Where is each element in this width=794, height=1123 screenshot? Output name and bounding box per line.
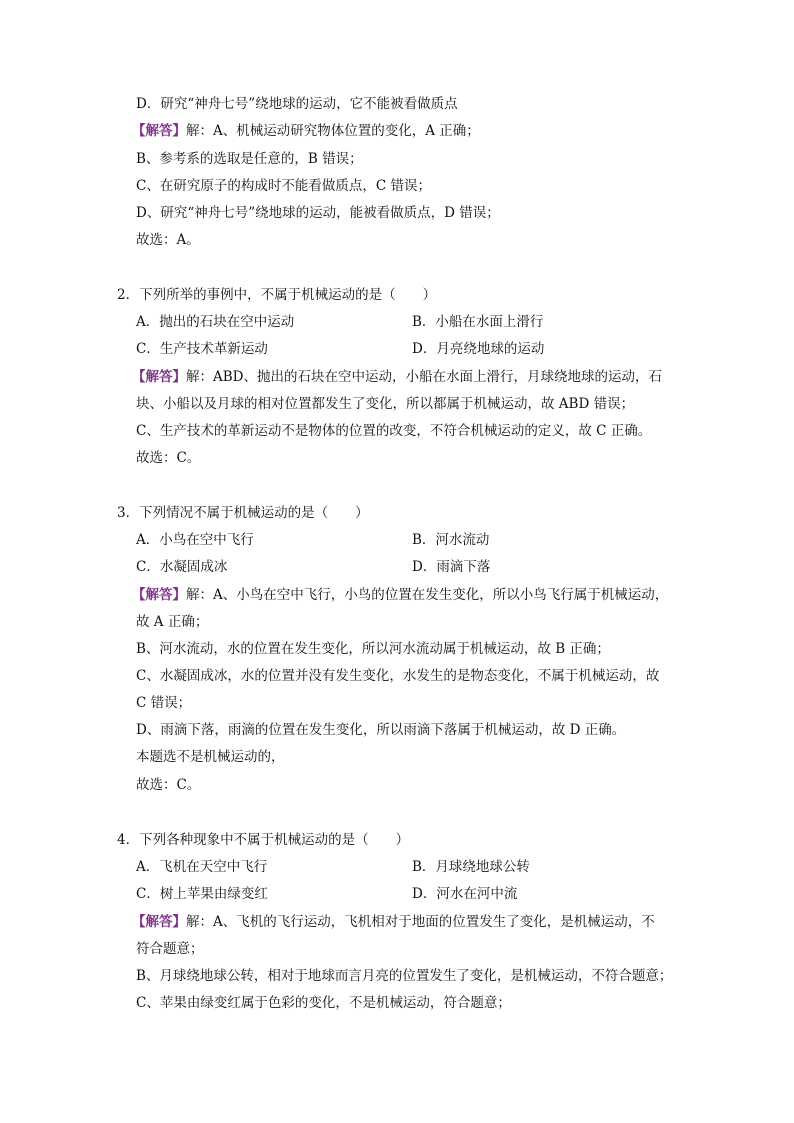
- q1-answer: [132, 122, 480, 140]
- answer-tag: 【解答】: [132, 587, 186, 603]
- q2-answer-line: 故选：C。: [136, 450, 201, 466]
- q3-answer: [132, 586, 668, 604]
- q3-answer-line: D、雨滴下落，雨滴的位置在发生变化，所以雨滴下落属于机械运动，故 D 正确。: [136, 722, 626, 738]
- q3-answer-line: 故选：C。: [136, 777, 201, 793]
- q3-stem: 3．下列情况不属于机械运动的是（ ）: [117, 505, 369, 521]
- q3-option-b: B．河水流动: [412, 532, 490, 548]
- q4-answer-line: C、苹果由绿变红属于色彩的变化，不是机械运动，符合题意；: [136, 995, 511, 1011]
- answer-head: 解：A、飞机的飞行运动，飞机相对于地面的位置发生了变化，是机械运动，不: [186, 914, 655, 930]
- q3-answer-line: B、河水流动，水的位置在发生变化，所以河水流动属于机械运动，故 B 正确；: [136, 641, 610, 657]
- q3-answer-line: 故 A 正确；: [136, 614, 209, 630]
- q3-answer-line: 本题选不是机械运动的，: [136, 749, 285, 765]
- q1-answer-line: D、研究“神舟七号”绕地球的运动，能被看做质点，D 错误；: [136, 205, 500, 221]
- answer-head: 解：A、小鸟在空中飞行，小鸟的位置在发生变化，所以小鸟飞行属于机械运动，: [186, 587, 669, 603]
- q4-answer-line: B、月球绕地球公转，相对于地球而言月亮的位置发生了变化，是机械运动，不符合题意；: [136, 968, 673, 984]
- q1-answer-line: 故选：A。: [136, 232, 200, 248]
- q4-option-d: D．河水在河中流: [412, 886, 518, 902]
- q2-answer-line: 块、小船以及月球的相对位置都发生了变化，所以都属于机械运动，故 ABD 错误；: [136, 396, 635, 412]
- q1-answer-line: C、在研究原子的构成时不能看做质点，C 错误；: [136, 178, 431, 194]
- q4-answer: [132, 913, 655, 931]
- q2-answer: [132, 368, 662, 386]
- q2-option-b: B．小船在水面上滑行: [412, 314, 544, 330]
- q3-option-d: D．雨滴下落: [412, 559, 491, 575]
- q2-option-a: A．抛出的石块在空中运动: [136, 314, 295, 330]
- q3-answer-line: C 错误；: [136, 695, 192, 711]
- q4-option-c: C．树上苹果由绿变红: [136, 886, 268, 902]
- answer-tag: 【解答】: [132, 914, 186, 930]
- q3-answer-line: C、水凝固成冰，水的位置并没有发生变化，水发生的是物态变化，不属于机械运动，故: [136, 668, 660, 684]
- answer-tag: 【解答】: [132, 369, 186, 385]
- q1-option-d: D．研究“神舟七号”绕地球的运动，它不能被看做质点: [136, 96, 458, 112]
- answer-head: 解：ABD、抛出的石块在空中运动，小船在水面上滑行，月球绕地球的运动，石: [186, 369, 662, 385]
- q4-stem: 4．下列各种现象中不属于机械运动的是（ ）: [117, 832, 410, 848]
- answer-tag: 【解答】: [132, 123, 186, 139]
- answer-head: 解：A、机械运动研究物体位置的变化，A 正确；: [186, 123, 480, 139]
- q2-option-c: C．生产技术革新运动: [136, 341, 268, 357]
- q4-option-b: B．月球绕地球公转: [412, 859, 530, 875]
- q3-option-a: A．小鸟在空中飞行: [136, 532, 254, 548]
- q1-answer-line: B、参考系的选取是任意的，B 错误；: [136, 151, 363, 167]
- q4-answer-line: 符合题意；: [136, 941, 204, 957]
- q2-answer-line: C、生产技术的革新运动不是物体的位置的改变，不符合机械运动的定义，故 C 正确。: [136, 423, 652, 439]
- q4-option-a: A．飞机在天空中飞行: [136, 859, 268, 875]
- q2-stem: 2．下列所举的事例中，不属于机械运动的是（ ）: [117, 287, 437, 303]
- q3-option-c: C．水凝固成冰: [136, 559, 228, 575]
- q2-option-d: D．月亮绕地球的运动: [412, 341, 545, 357]
